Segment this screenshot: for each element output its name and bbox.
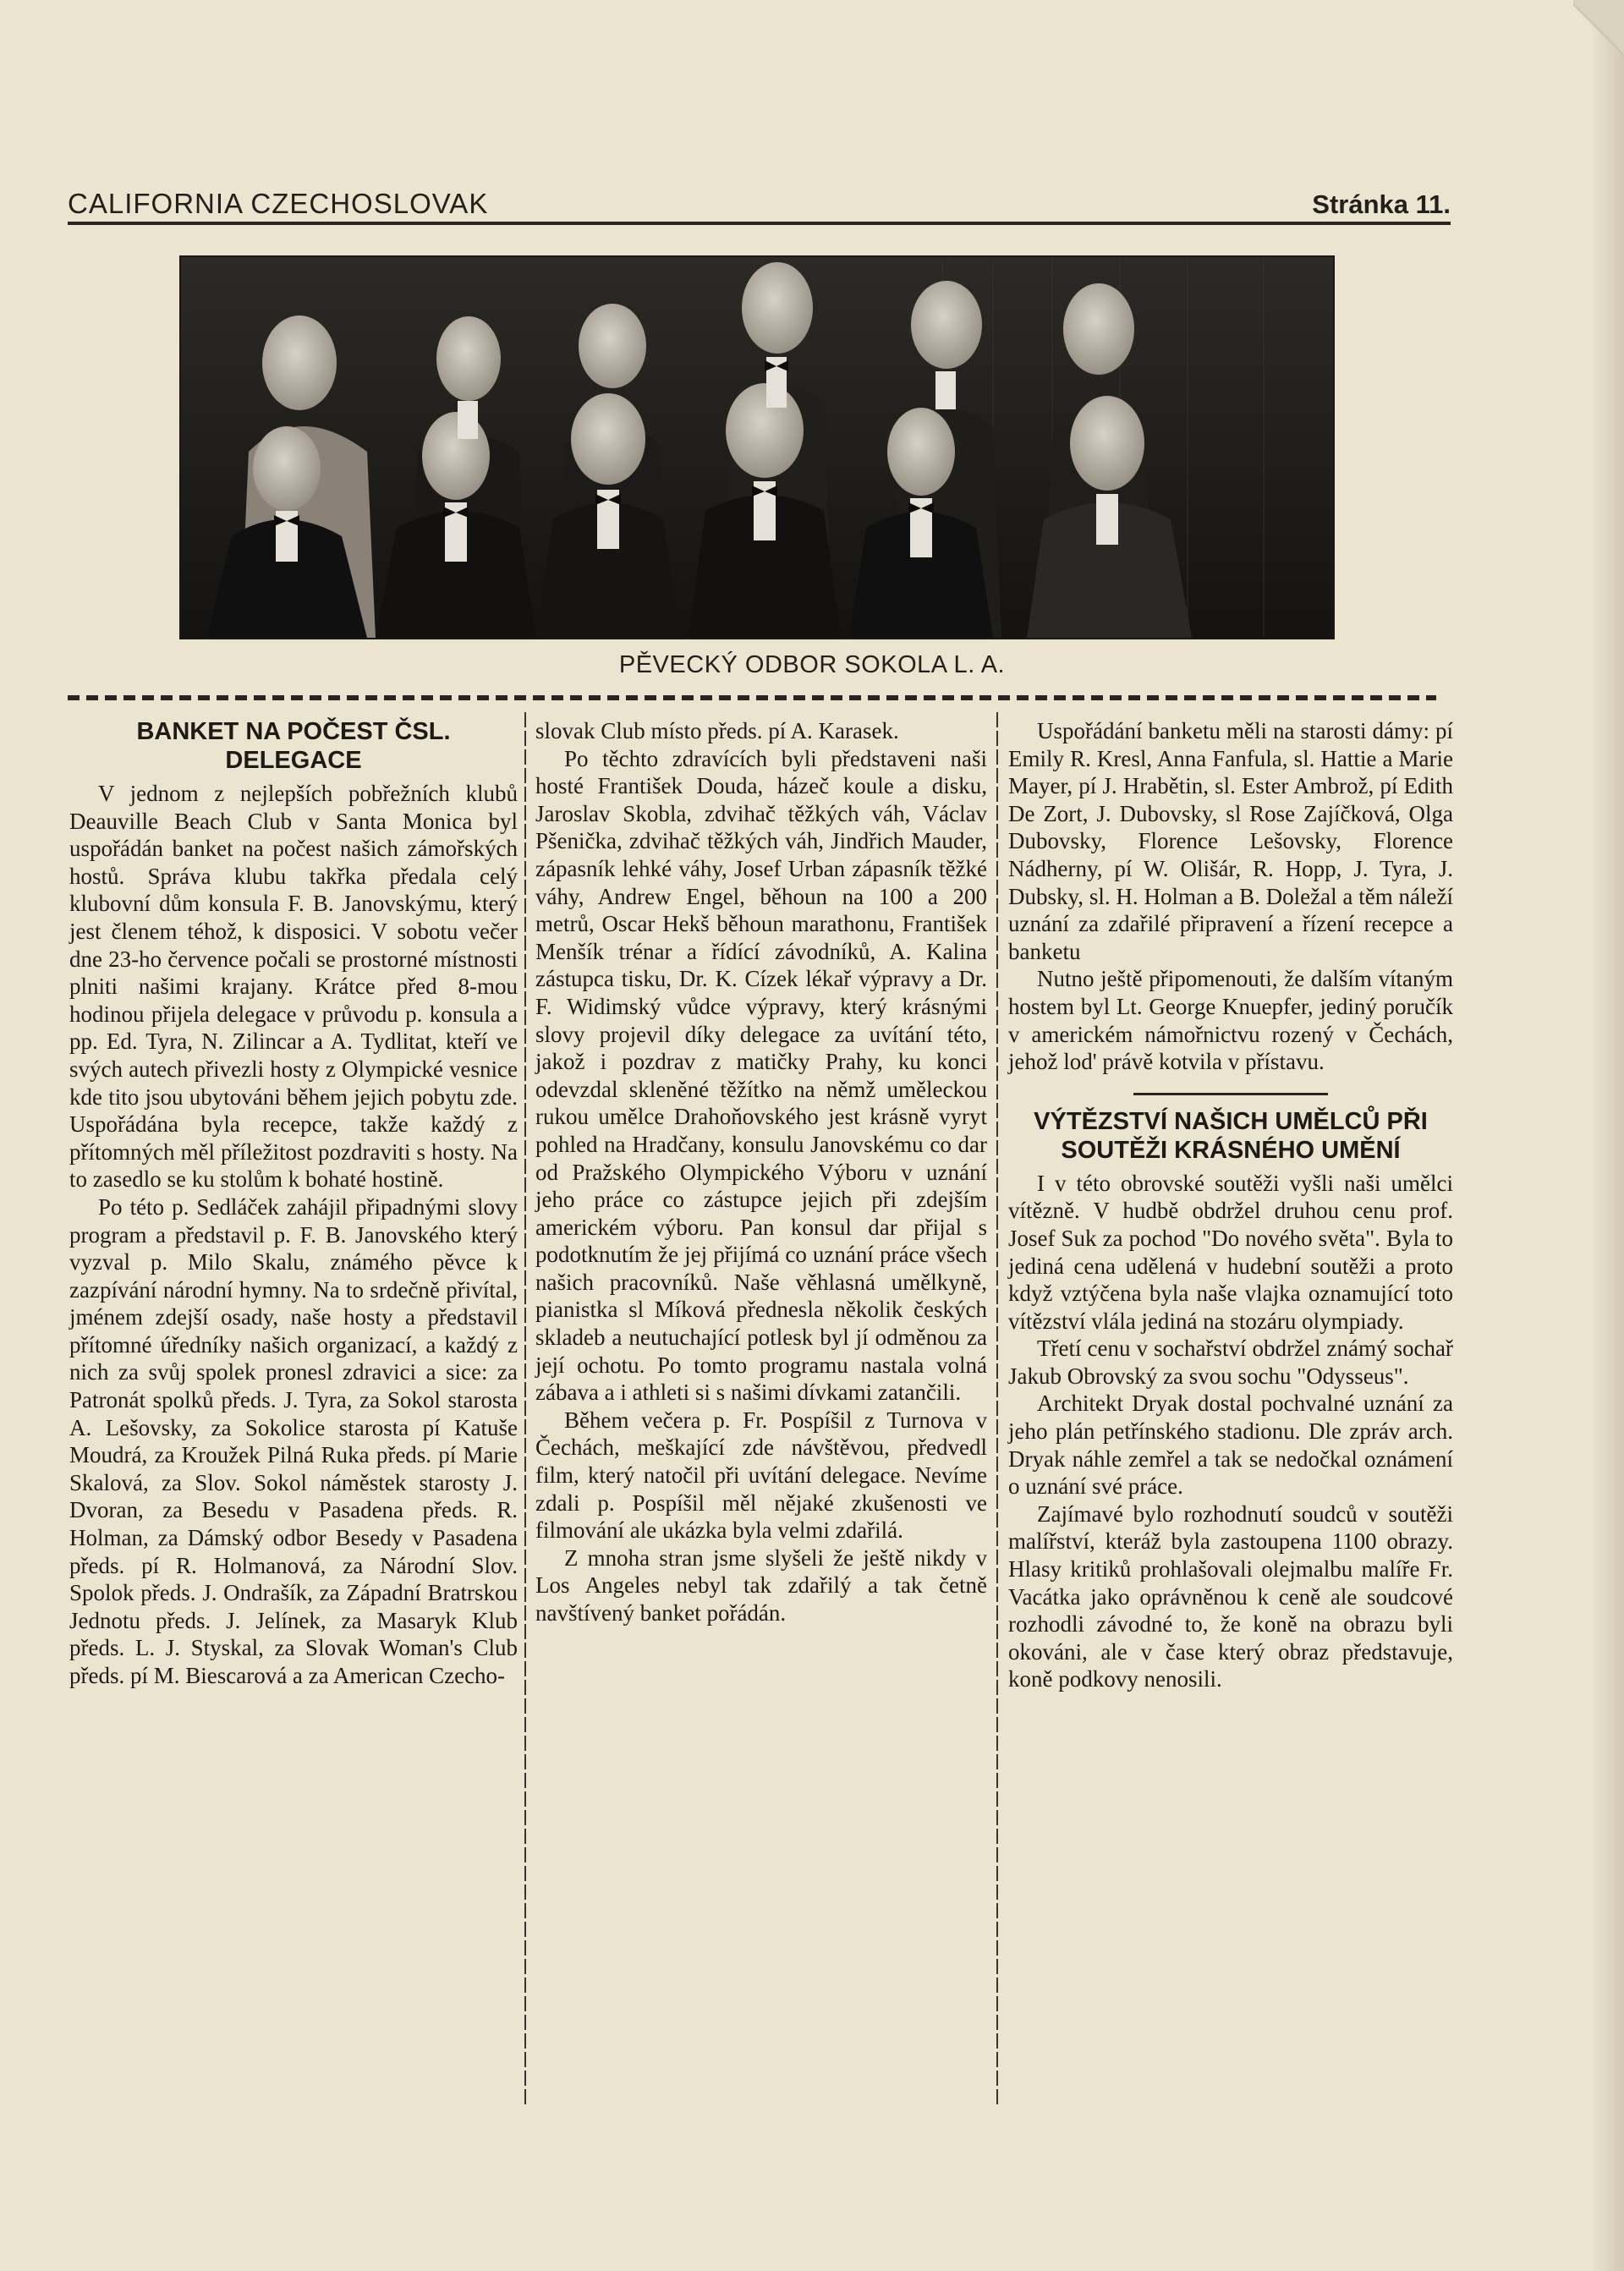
photo-caption: PĚVECKÝ ODBOR SOKOLA L. A. xyxy=(618,651,1006,678)
article-paragraph: Po této p. Sedláček zahájil připadnými slovy program a představil p. F. B. Janovského který vyzval p. Milo Skalu, známého pěvce k zazpívání národní hymny. Na to srdečně přivítal, jménem zdejší osady, naše hosty a představil přítomné úředníky našich organizací, a každý z nich za svůj spolek pronesl zdravici a sice: za Patronát spolků předs. J. Tyra, za Sokol starosta A. Lešovsky, za Sokolice starosta pí Katuše Moudrá, za Kroužek Pilná Ruka předs. pí Marie Skalová, za Slov. Sokol náměstek starosty J. Dvoran, za Besedu v Pasadena předs. R. Holman, za Dámský odbor Besedy v Pasadena předs. pí R. Holmanová, za Národní Slov. Spolok předs. J. Ondrašík, za Západní Bratrskou Jednotu předs. J. Jelínek, za Masaryk Klub předs. L. J. Styskal, za Slovak Woman's Club předs. pí M. Biescarová a za American Czecho- xyxy=(69,1193,518,1688)
article-paragraph: Zajímavé bylo rozhodnutí soudců v soutěži malířství, kteráž byla zastoupena 1100 obrazy. Hlasy kritiků prohlašovali olejmalbu malíře Fr. Vacátka jako oprávněnou k ceně ale soudcové rozhodli závodné to, že koně na obrazu byli okováni, ale v čase který obraz představuje, koně podkovy nenosili. xyxy=(1008,1500,1453,1692)
column-divider-2 xyxy=(996,712,998,2108)
article-paragraph: Nutno ještě připomenouti, že dalším vítaným hostem byl Lt. George Knuepfer, jediný poručík v americkém námořnictvu rozený v Čechách, jehož lod' právě kotvila v přístavu. xyxy=(1008,966,1453,1075)
page-corner-fold xyxy=(1573,0,1624,59)
column-2 xyxy=(535,717,987,1627)
article-paragraph: Uspořádání banketu měli na starosti dámy: pí Emily R. Kresl, Anna Fanfula, sl. Hattie a Marie Mayer, pí J. Hrabětin, sl. Ester Ambrož, pí Edith De Zort, J. Dubovsky, sl Rose Zajíčková, Olga Dubovsky, Florence Lešovsky, Florence Nádherny, pí W. Olišár, R. Hopp, J. Tyra, J. Dubsky, sl. H. Holman a B. Doležal a těm náleží uznání za zdařilé připravení a řízení recepce a banketu xyxy=(1008,718,1453,964)
article-paragraph: Třetí cenu v sochařství obdržel známý sochař Jakub Obrovský za svou sochu "Odysseus". xyxy=(1008,1336,1453,1389)
column-divider-1 xyxy=(524,712,526,2108)
section-divider xyxy=(68,695,1436,700)
article-paragraph: Během večera p. Fr. Pospíšil z Turnova v Čechách, meškající zde návštěvou, předvedl film, který natočil při uvítání delegace. Nevíme zdali p. Pospíšil měl nějaké zkušenosti ve filmování ale ukázka byla velmi zdařilá. xyxy=(535,1407,987,1544)
page-number: Stránka 11. xyxy=(1312,189,1451,219)
article-paragraph: Architekt Dryak dostal pochvalné uznání za jeho plán petřínského stadionu. Dle zpráv arch. Dryak náhle zemřel a tak se nedočkal oznámení o uznání své práce. xyxy=(1008,1391,1453,1500)
article-paragraph: slovak Club místo předs. pí A. Karasek. xyxy=(535,718,899,743)
article-title-vitezstvi: VÝTĚZSTVÍ NAŠICH UMĚLCŮ PŘI SOUTĚŽI KRÁSNÉHO UMĚNÍ xyxy=(1034,1107,1428,1164)
group-photo xyxy=(179,255,1335,639)
page-header xyxy=(68,184,1451,225)
article-separator xyxy=(1133,1093,1328,1095)
column-1 xyxy=(69,717,518,1690)
column-3 xyxy=(1008,717,1453,1693)
masthead: CALIFORNIA CZECHOSLOVAK xyxy=(68,188,489,219)
group-photo-image xyxy=(181,257,1333,638)
page-edge-shadow xyxy=(1590,0,1624,2271)
article-paragraph: Po těchto zdravících byli představeni naši hosté František Douda, házeč koule a disku, Jaroslav Skobla, zdvihač těžkých váh, Václav Pšenička, zdvihač těžkých váh, Jindřich Mauder, zápasník lehké váhy, Josef Urban zápasník těžké váhy, Andrew Engel, běhoun na 100 a 200 metrů, Oscar Hekš běhoun marathonu, František Menšík trénar a řídící závodníků, A. Kalina zástupca tisku, Dr. K. Cízek lékař výpravy a Dr. F. Widimský vůdce výpravy, který krásnými slovy projevil díky delegace za uvítání této, jakož i pozdrav z matičky Prahy, ku konci odevzdal skleněné těžítko na němž uměleckou rukou umělce Drahoňovského jest krásně vyryt pohled na Hradčany, konsulu Janovskému co dar od Pražského Olympického Výboru v uznání jeho práce co zástupce jejich při zdejším americkém výboru. Pan konsul dar přijal s podotknutím že jej přijímá co uznání práce všech našich pracovníků. Naše věhlasná umělkyně, pianistka sl Míková přednesla několik českých skladeb a neutuchající potlesk byl jí odměnou za její ochotu. Po tomto programu nastala volná zábava a i athleti si s našimi dívkami zatančili. xyxy=(535,745,987,1406)
article-paragraph: Z mnoha stran jsme slyšeli že ještě nikdy v Los Angeles nebyl tak zdařilý a tak četně navštívený banket pořádán. xyxy=(535,1544,987,1626)
article-paragraph: V jednom z nejlepších pobřežních klubů Deauville Beach Club v Santa Monica byl uspořádán banket na počest našich zámořských hostů. Správa klubu takřka předala celý klubovní dům konsula F. B. Janovskýmu, který jest členem téhož, k disposici. V sobotu večer dne 23-ho července počali se prostorné místnosti plniti našimi krajany. Krátce před 8-mou hodinou přijela delegace v průvodu p. konsula a pp. Ed. Tyra, N. Zilincar a A. Tydlitat, kteří ve svých autech přivezli hosty z Olympické vesnice kde tito jsou ubytováni během jejich pobytu zde. Uspořádána byla recepce, takže každý z přítomných měl příležitost pozdraviti s hosty. Na to zasedlo se ku stolům k bohaté hostině. xyxy=(69,781,518,1193)
article-title-banket: BANKET NA POČEST ČSL. DELEGACE xyxy=(136,718,451,774)
article-paragraph: I v této obrovské soutěži vyšli naši umělci vítězně. V hudbě obdržel druhou cenu prof. Josef Suk za pochod "Do nového světa". Byla to jediná cena udělená v hudební soutěži a proto když vztýčena byla naše vlajka oznamující toto vítězství vlála jediná na stozáru olympiady. xyxy=(1008,1170,1453,1334)
